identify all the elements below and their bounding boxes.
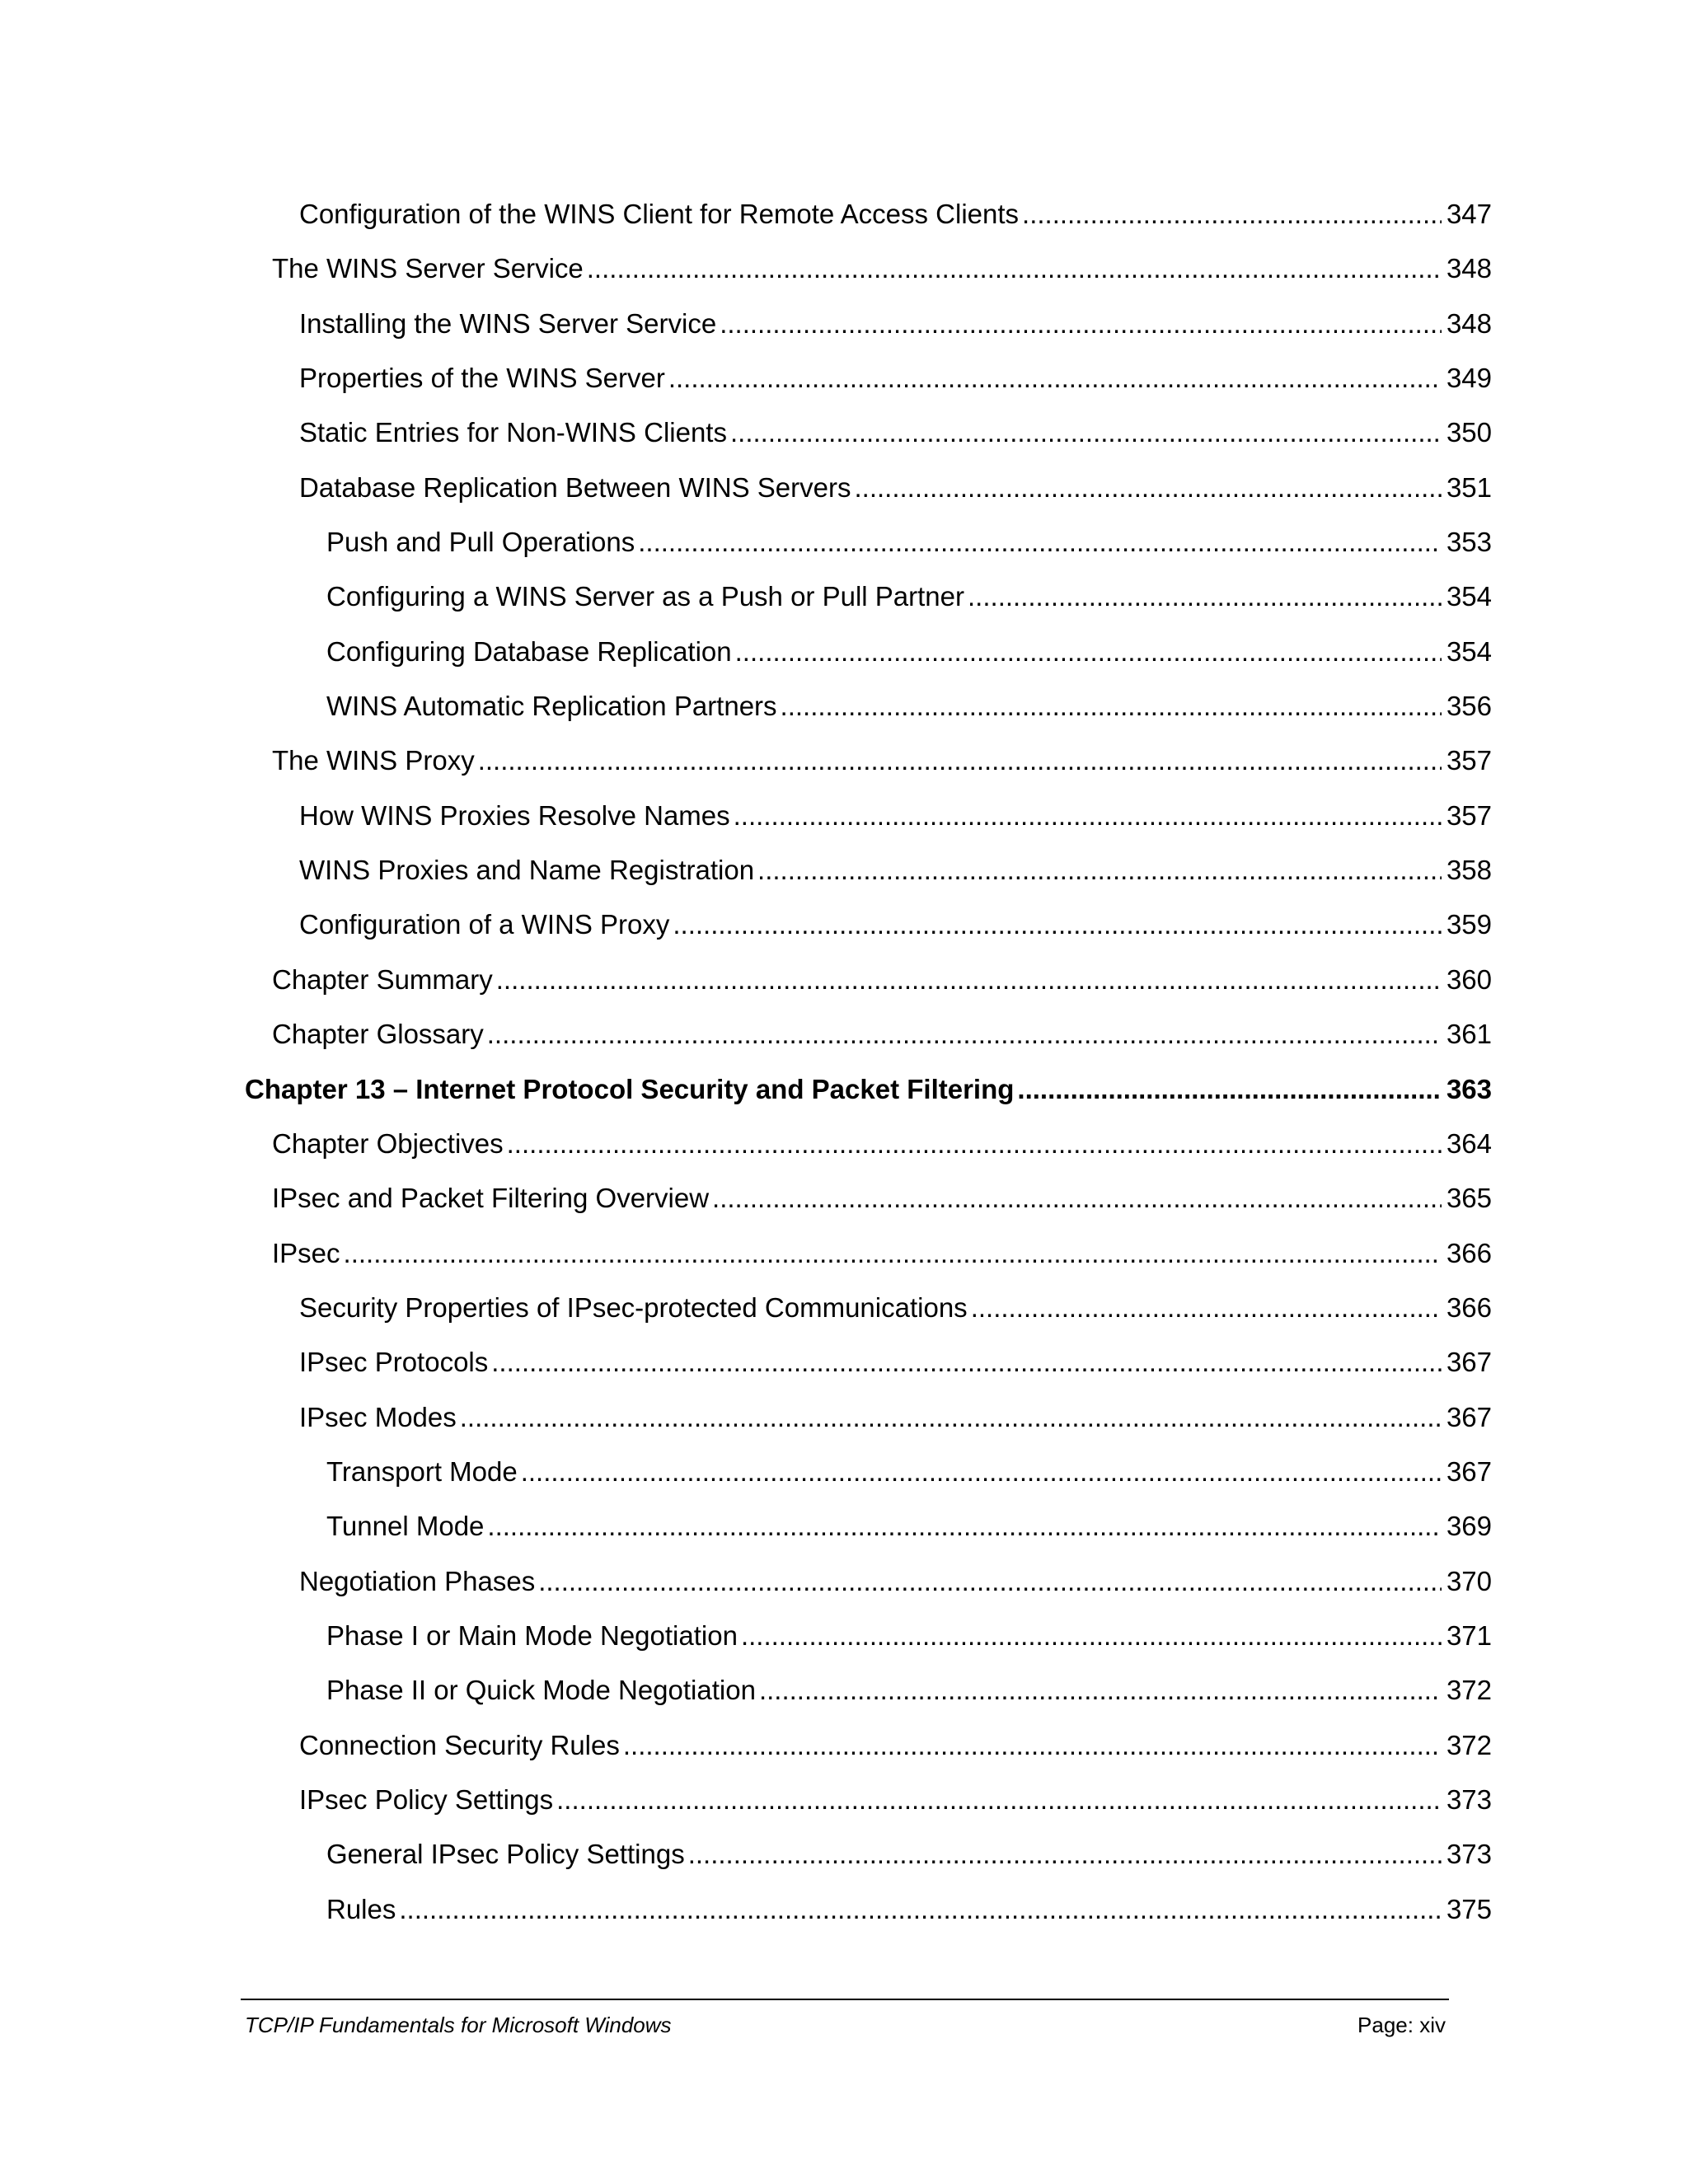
toc-entry[interactable] [245,1346,1492,1400]
toc-dot-leader [734,799,1442,832]
toc-entry[interactable] [245,1237,1492,1291]
toc-entry[interactable] [245,1182,1492,1236]
toc-entry-page-number: 359 [1446,909,1492,940]
toc-dot-leader [538,1565,1442,1598]
toc-entry[interactable] [245,1401,1492,1455]
toc-entry-page-number: 366 [1446,1237,1492,1268]
toc-entry[interactable] [245,854,1492,908]
toc-entry[interactable] [245,307,1492,362]
toc-entry-page-number: 375 [1446,1893,1492,1924]
toc-entry-title: Chapter Glossary [272,1019,484,1050]
toc-entry-title: Properties of the WINS Server [299,363,665,394]
toc-entry[interactable] [245,963,1492,1018]
footer-page-label: Page: xiv [1357,2013,1446,2037]
toc-entry-page-number: 358 [1446,855,1492,886]
toc-entry[interactable] [245,1565,1492,1619]
toc-entry-page-number: 351 [1446,471,1492,503]
toc-entry-title: Phase II or Quick Mode Negotiation [326,1675,756,1706]
toc-entry-page-number: 361 [1446,1019,1492,1050]
toc-entry-title: The WINS Proxy [272,745,475,776]
toc-entry-page-number: 369 [1446,1511,1492,1542]
toc-dot-leader [1017,1073,1442,1106]
toc-entry-page-number: 350 [1446,417,1492,448]
toc-entry-title: IPsec and Packet Filtering Overview [272,1183,710,1214]
toc-dot-leader [735,635,1442,668]
toc-entry-title: Configuration of the WINS Client for Remote Access Clients [299,199,1020,229]
toc-dot-leader [741,1619,1442,1652]
toc-entry-page-number: 356 [1446,691,1492,722]
toc-entry-page-number: 372 [1446,1675,1492,1706]
toc-dot-leader [491,1346,1442,1379]
toc-dot-leader [1022,198,1442,231]
toc-entry[interactable] [245,1510,1492,1564]
toc-dot-leader [587,252,1442,285]
toc-dot-leader [478,744,1442,777]
toc-dot-leader [781,690,1442,723]
toc-entry-page-number: 364 [1446,1127,1492,1159]
toc-entry-title: General IPsec Policy Settings [326,1839,685,1870]
toc-entry[interactable] [245,635,1492,690]
toc-entry[interactable] [245,690,1492,744]
toc-entry-title: Tunnel Mode [326,1511,485,1542]
toc-entry-page-number: 366 [1446,1291,1492,1323]
toc-dot-leader [487,1510,1442,1543]
table-of-contents [245,198,1492,1947]
toc-entry[interactable] [245,1729,1492,1783]
toc-entry-page-number: 371 [1446,1619,1492,1651]
toc-dot-leader [521,1455,1442,1488]
toc-dot-leader [556,1783,1442,1816]
toc-dot-leader [673,908,1442,941]
toc-entry-title: Connection Security Rules [299,1729,620,1760]
toc-entry[interactable] [245,580,1492,635]
toc-entry-title: Database Replication Between WINS Servers [299,471,851,503]
toc-dot-leader [971,1291,1442,1324]
toc-entry-page-number: 367 [1446,1401,1492,1432]
toc-entry-title: Security Properties of IPsec-protected Communications [299,1291,968,1323]
toc-entry[interactable] [245,1073,1492,1127]
toc-entry-title: The WINS Server Service [272,253,584,284]
toc-dot-leader [460,1401,1442,1434]
toc-dot-leader [507,1127,1442,1160]
toc-entry[interactable] [245,1018,1492,1072]
toc-entry-title: Transport Mode [326,1455,518,1487]
toc-entry-page-number: 357 [1446,799,1492,831]
toc-entry[interactable] [245,908,1492,963]
toc-entry[interactable] [245,744,1492,799]
toc-dot-leader [968,580,1442,613]
toc-dot-leader [854,471,1441,504]
toc-entry[interactable] [245,198,1492,252]
toc-entry-page-number: 348 [1446,253,1492,284]
toc-entry[interactable] [245,799,1492,854]
toc-entry-title: IPsec Policy Settings [299,1783,554,1815]
toc-dot-leader [668,362,1442,395]
toc-entry-title: Chapter Objectives [272,1127,504,1159]
toc-dot-leader [730,416,1442,449]
toc-entry-title: Installing the WINS Server Service [299,307,717,339]
toc-dot-leader [757,854,1442,887]
toc-entry-title: WINS Proxies and Name Registration [299,855,755,886]
toc-entry[interactable] [245,526,1492,580]
toc-entry[interactable] [245,1619,1492,1674]
toc-entry[interactable] [245,1291,1492,1346]
toc-entry[interactable] [245,416,1492,471]
toc-entry[interactable] [245,1838,1492,1892]
toc-entry-page-number: 370 [1446,1565,1492,1596]
toc-dot-leader [623,1729,1442,1762]
toc-entry-title: Phase I or Main Mode Negotiation [326,1619,738,1651]
toc-dot-leader [487,1018,1442,1051]
toc-entry[interactable] [245,1127,1492,1182]
toc-entry-title: IPsec Protocols [299,1347,489,1378]
toc-entry-page-number: 354 [1446,635,1492,667]
toc-entry[interactable] [245,252,1492,307]
toc-dot-leader [638,526,1442,559]
toc-dot-leader [344,1237,1442,1270]
toc-entry-page-number: 347 [1446,199,1492,229]
toc-entry-page-number: 348 [1446,307,1492,339]
toc-dot-leader [688,1838,1442,1871]
toc-entry-title: Configuration of a WINS Proxy [299,909,670,940]
toc-entry-title: Chapter Summary [272,963,493,995]
toc-entry-page-number: 354 [1446,581,1492,612]
toc-dot-leader [759,1674,1442,1707]
toc-entry-title: IPsec Modes [299,1401,457,1432]
toc-entry-title: Configuring a WINS Server as a Push or Pull Partner [326,581,965,612]
toc-entry[interactable] [245,471,1492,526]
toc-entry-title: Configuring Database Replication [326,635,732,667]
toc-entry-page-number: 367 [1446,1347,1492,1378]
toc-entry-title: How WINS Proxies Resolve Names [299,799,730,831]
toc-entry-page-number: 373 [1446,1839,1492,1870]
toc-entry[interactable] [245,1674,1492,1728]
toc-entry-title: Rules [326,1893,396,1924]
toc-dot-leader [720,307,1442,340]
toc-entry-page-number: 357 [1446,745,1492,776]
toc-entry[interactable] [245,362,1492,416]
toc-entry-page-number: 360 [1446,963,1492,995]
toc-entry-page-number: 349 [1446,363,1492,394]
toc-entry-title: IPsec [272,1237,340,1268]
toc-entry-page-number: 372 [1446,1729,1492,1760]
toc-entry-title: Push and Pull Operations [326,527,635,558]
toc-entry-title: WINS Automatic Replication Partners [326,691,777,722]
footer-book-title: TCP/IP Fundamentals for Microsoft Windows [245,2013,672,2037]
toc-entry-title: Negotiation Phases [299,1565,536,1596]
footer-divider [241,1999,1449,2000]
toc-entry-title: Static Entries for Non-WINS Clients [299,417,727,448]
toc-entry-page-number: 363 [1446,1073,1492,1104]
toc-dot-leader [496,963,1442,996]
toc-dot-leader [712,1182,1442,1215]
toc-entry-page-number: 373 [1446,1783,1492,1815]
toc-entry-title: Chapter 13 – Internet Protocol Security and Packet Filtering [245,1073,1015,1104]
toc-entry[interactable] [245,1783,1492,1838]
toc-entry[interactable] [245,1455,1492,1510]
toc-entry-page-number: 353 [1446,527,1492,558]
toc-entry[interactable] [245,1893,1492,1947]
toc-entry-page-number: 365 [1446,1183,1492,1214]
toc-entry-page-number: 367 [1446,1455,1492,1487]
toc-dot-leader [399,1893,1442,1926]
